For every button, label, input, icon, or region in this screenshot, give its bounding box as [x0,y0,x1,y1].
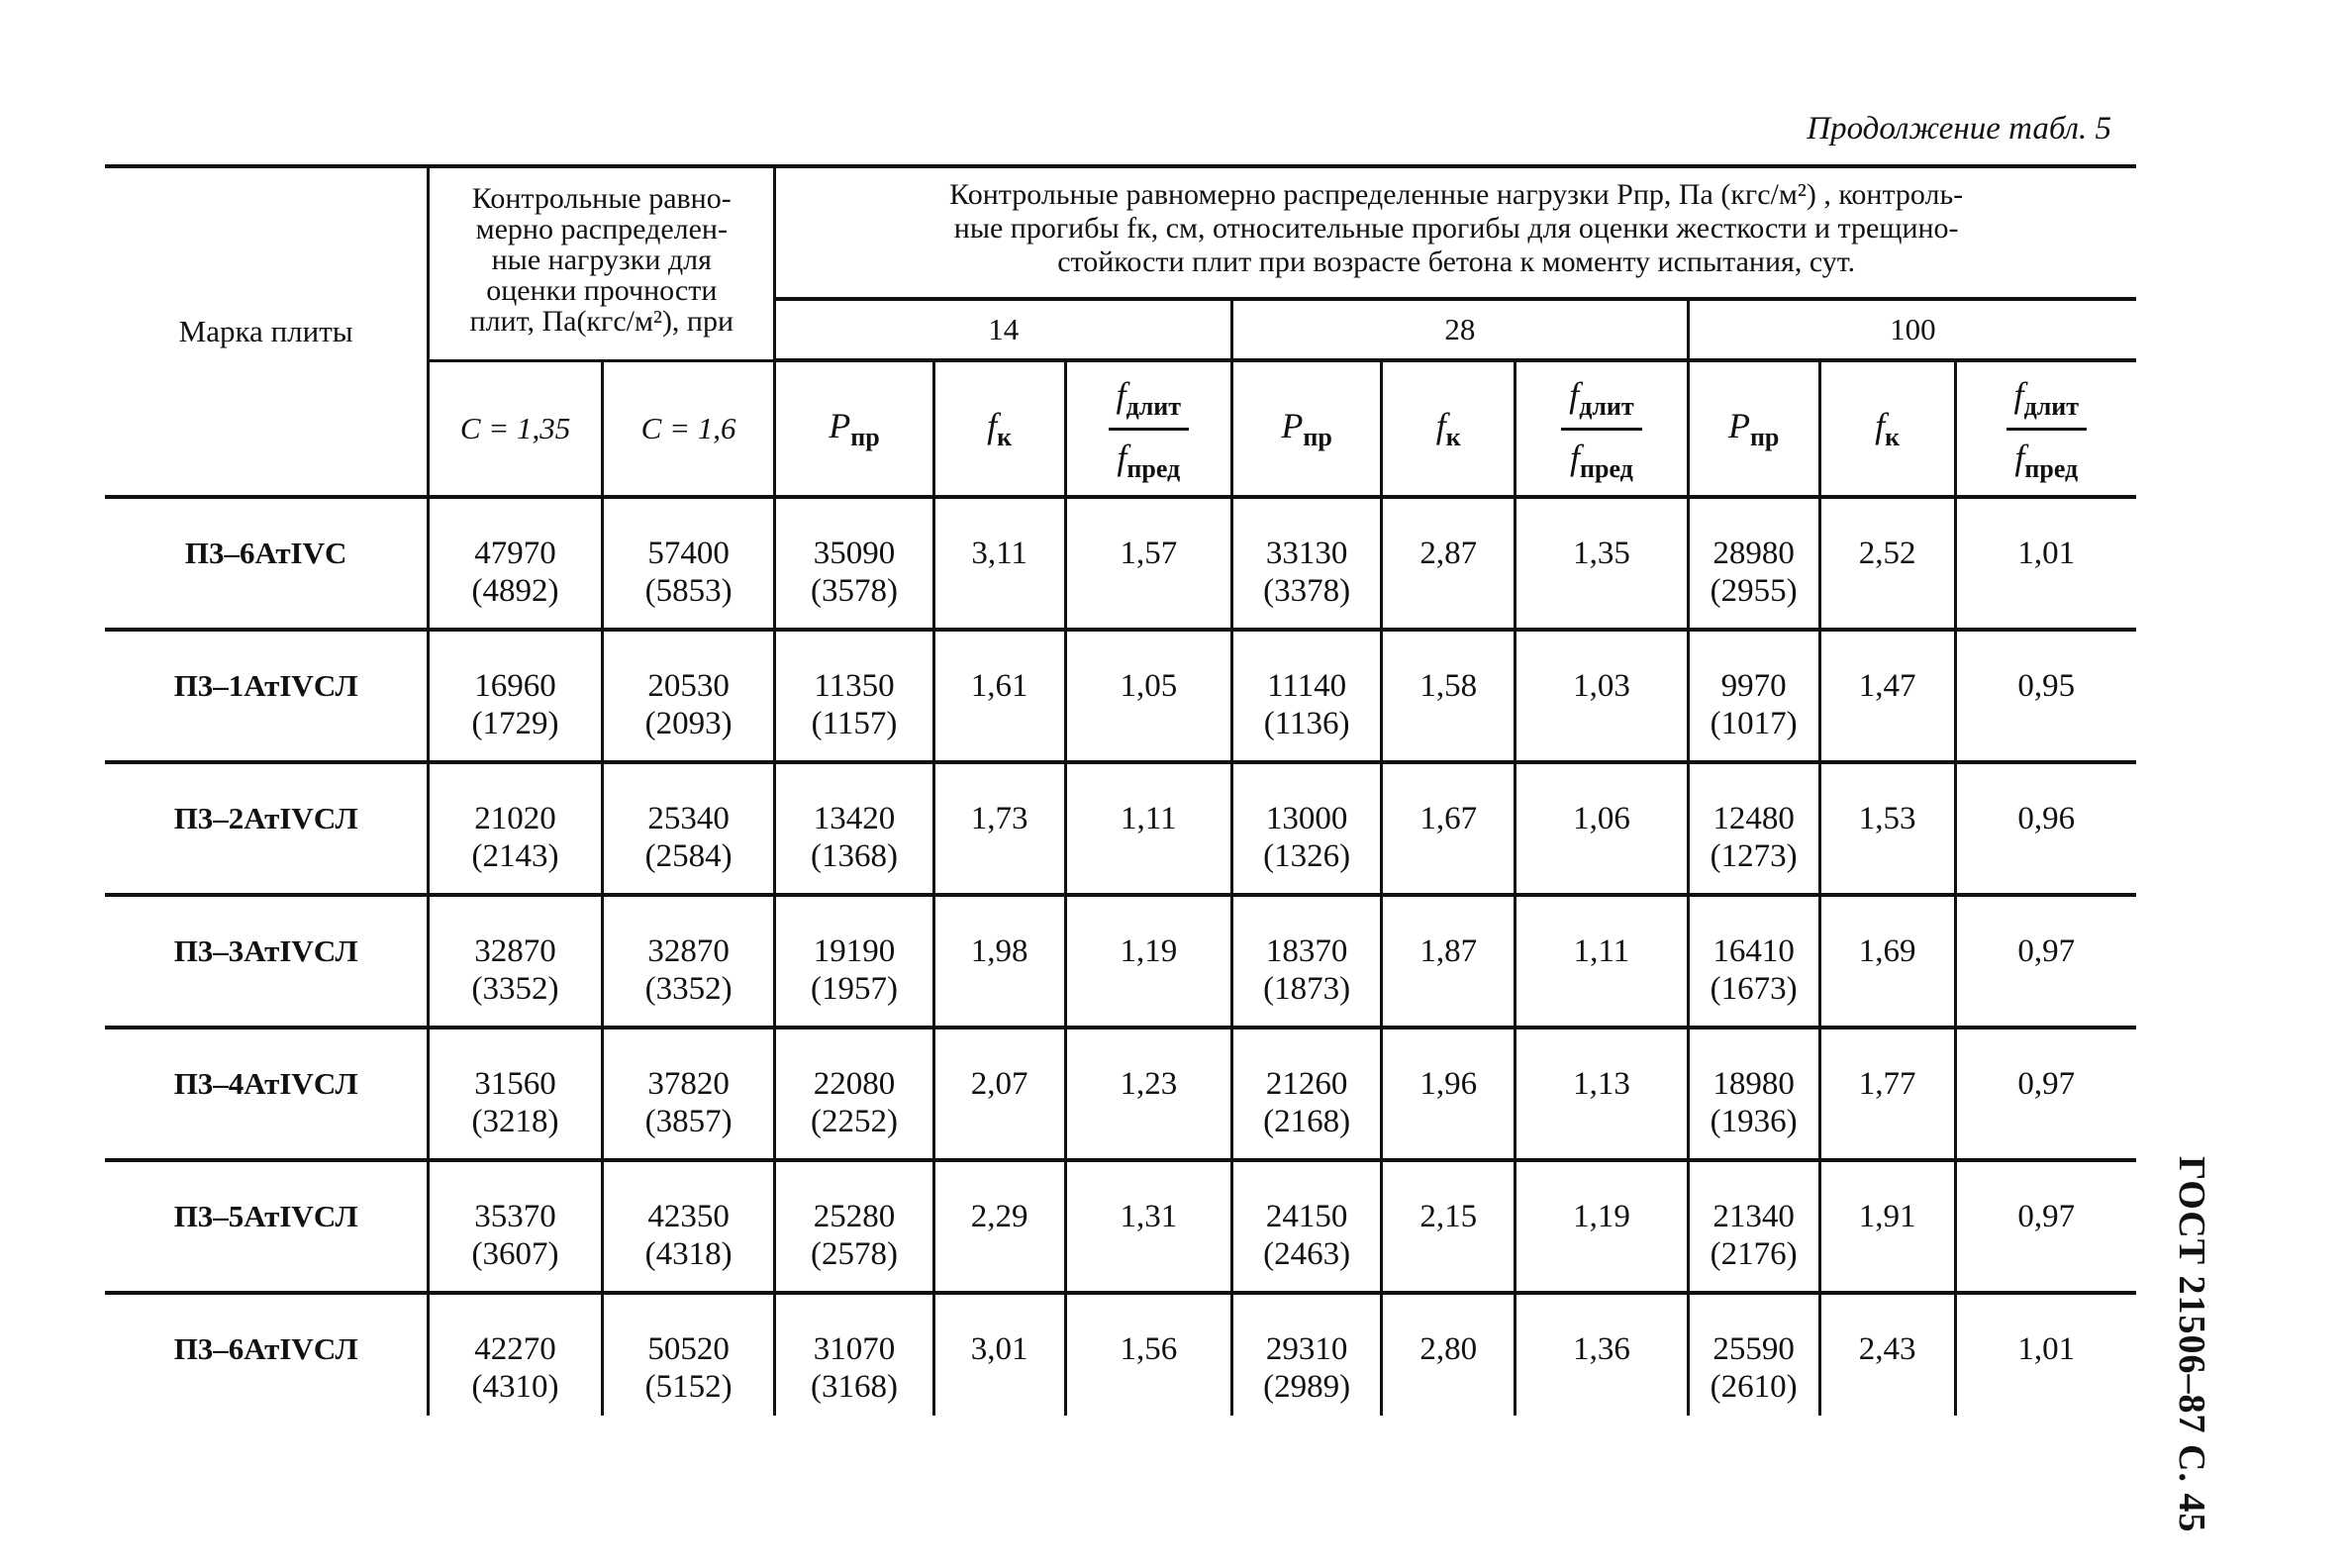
value-kgf: (2584) [644,838,733,874]
value-kgf: (1873) [1263,971,1351,1007]
load-p-14 [775,1028,933,1160]
header-stiffness-group [775,166,2136,299]
load-c16 [602,1160,775,1293]
header-stiffness-line: Контрольные равномерно распределенные нагрузки Pпр, Па (кгс/м²) , контроль- [949,178,1964,211]
p-subscript: пр [1303,423,1332,451]
load-p-14 [775,762,933,895]
value-pa: 13000 [1265,801,1348,836]
value-kgf: (3578) [811,573,898,609]
load-p-100 [1688,1028,1819,1160]
value-pa: 32870 [474,933,556,969]
header-strength-line: плит, Па(кгс/м²), при [469,304,734,338]
deflection-fk-28: 2,87 [1382,497,1516,630]
value-kgf: (2143) [471,838,559,874]
p-subscript: пр [1749,423,1780,451]
ratio-numerator [1561,374,1642,431]
deflection-fk-14: 1,61 [933,630,1065,762]
load-p-100 [1688,497,1819,630]
fk-subscript: к [997,423,1013,451]
value-pa: 33130 [1265,536,1348,571]
ratio-100: 0,95 [2017,668,2076,704]
value-kgf: (1326) [1263,838,1351,874]
load-c135 [429,1160,603,1293]
load-p-100 [1688,1160,1819,1293]
load-c135 [429,1293,603,1416]
deflection-fk-14: 1,98 [933,895,1065,1028]
ratio-numerator [1109,374,1190,431]
ratio-28: 1,19 [1516,1160,1689,1293]
value-pa: 47970 [474,536,556,571]
deflection-fk-100: 2,43 [1819,1293,1955,1416]
table-row [105,630,2136,762]
value-pa: 35370 [474,1199,556,1234]
plate-mark: П3–5АтIVСЛ [105,1160,429,1293]
table-row [105,1028,2136,1160]
fpred-symbol: f [1117,437,1127,477]
value-kgf: (1273) [1710,838,1798,874]
value-pa: 31560 [474,1066,556,1102]
p-symbol: P [829,406,851,445]
value-kgf: (2176) [1710,1236,1798,1272]
table-row [105,895,2136,1028]
value-pa: 57400 [647,536,730,571]
header-strength-line: ные нагрузки для [491,243,712,276]
ratio-14: 1,05 [1065,630,1231,762]
load-c16 [602,1028,775,1160]
load-p-28 [1232,1160,1382,1293]
value-kgf: (1936) [1710,1104,1798,1139]
deflection-fk-28: 1,67 [1382,762,1516,895]
ratio-14: 1,23 [1065,1028,1231,1160]
value-pa: 31070 [813,1331,896,1367]
ratio-28: 1,36 [1516,1293,1689,1416]
value-kgf: (4892) [471,573,559,609]
value-kgf: (2578) [811,1236,898,1272]
header-c135: C = 1,35 [429,360,603,497]
ratio-denominator [2006,431,2088,484]
plate-mark: П3–6АтIVСЛ [105,1293,429,1416]
header-ratio-14 [1065,360,1231,497]
ratio-100: 0,96 [2017,801,2076,836]
header-strength-line: мерно распределен- [475,212,728,245]
deflection-fk-14: 3,11 [933,497,1065,630]
value-pa: 16960 [474,668,556,704]
fpred-symbol: f [2014,437,2025,477]
ratio-28: 1,06 [1516,762,1689,895]
value-kgf: (1729) [471,706,559,741]
header-stiffness-line: стойкости плит при возрасте бетона к моменту испытания, сут. [1057,245,1856,278]
value-kgf: (5853) [644,573,733,609]
load-c16 [602,630,775,762]
ratio-100: 0,97 [2017,1199,2076,1234]
load-table [105,164,2136,1416]
header-c16: C = 1,6 [602,360,775,497]
ratio-denominator [1561,431,1642,484]
load-p-14 [775,630,933,762]
value-kgf: (1136) [1263,706,1350,741]
load-c135 [429,630,603,762]
load-c135 [429,762,603,895]
load-c135 [429,895,603,1028]
value-pa: 35090 [813,536,896,571]
header-fk-28 [1382,360,1516,497]
value-pa: 28980 [1712,536,1795,571]
value-kgf: (2955) [1710,573,1798,609]
header-age-28: 28 [1232,299,1689,360]
ratio-fraction [1561,374,1642,484]
table-body [105,497,2136,1416]
deflection-fk-100: 1,69 [1819,895,1955,1028]
ratio-numerator [2006,374,2088,431]
load-p-14 [775,497,933,630]
plate-mark: П3–3АтIVСЛ [105,895,429,1028]
deflection-fk-14: 1,73 [933,762,1065,895]
fk-symbol: f [1435,406,1446,445]
value-kgf: (3352) [471,971,559,1007]
fk-symbol: f [1875,406,1886,445]
load-p-14 [775,1160,933,1293]
p-subscript: пр [850,423,880,451]
table-row [105,1293,2136,1416]
header-strength-group [429,166,775,360]
deflection-fk-14: 2,07 [933,1028,1065,1160]
value-kgf: (2610) [1710,1369,1798,1405]
ratio-100: 1,01 [2017,1331,2076,1367]
value-kgf: (1157) [811,706,898,741]
value-pa: 19190 [813,933,896,969]
header-strength-line: Контрольные равно- [471,181,732,215]
value-pa: 37820 [647,1066,730,1102]
ratio-14: 1,31 [1065,1160,1231,1293]
fpred-symbol: f [1570,437,1581,477]
value-kgf: (3857) [644,1104,733,1139]
load-c135 [429,497,603,630]
load-p-14 [775,1293,933,1416]
value-pa: 9970 [1720,668,1787,704]
header-fk-14 [933,360,1065,497]
load-p-100 [1688,1293,1819,1416]
ratio-28: 1,03 [1516,630,1689,762]
value-kgf: (4310) [471,1369,559,1405]
value-kgf: (2093) [644,706,733,741]
load-p-28 [1232,1028,1382,1160]
value-kgf: (1017) [1710,706,1798,741]
fk-subscript: к [1445,423,1461,451]
header-age-100: 100 [1688,299,2136,360]
load-c16 [602,497,775,630]
header-strength-line: оценки прочности [486,273,718,307]
ratio-28: 1,13 [1516,1028,1689,1160]
load-p-100 [1688,895,1819,1028]
fpred-subscript: пред [2024,453,2079,483]
value-pa: 29310 [1265,1331,1348,1367]
value-pa: 16410 [1712,933,1795,969]
value-pa: 13420 [813,801,896,836]
load-c135 [429,1028,603,1160]
deflection-fk-100: 2,52 [1819,497,1955,630]
table-caption: Продолжение табл. 5 [1807,111,2111,147]
deflection-fk-14: 2,29 [933,1160,1065,1293]
deflection-fk-28: 1,58 [1382,630,1516,762]
table-row [105,497,2136,630]
fdlit-subscript: длит [1579,391,1634,421]
table-row [105,762,2136,895]
header-mark: Марка плиты [105,166,429,497]
value-pa: 21020 [474,801,556,836]
header-p-14 [775,360,933,497]
value-kgf: (2989) [1263,1369,1351,1405]
value-pa: 50520 [647,1331,730,1367]
fdlit-symbol: f [1116,374,1126,415]
ratio-28: 1,35 [1516,497,1689,630]
value-pa: 12480 [1712,801,1795,836]
value-pa: 18980 [1712,1066,1795,1102]
value-pa: 11140 [1267,668,1347,704]
ratio-14: 1,57 [1065,497,1231,630]
fpred-subscript: пред [1580,453,1633,483]
ratio-100: 0,97 [2017,1066,2076,1102]
ratio-100: 1,01 [2017,536,2076,571]
value-pa: 25590 [1712,1331,1795,1367]
value-pa: 22080 [813,1066,896,1102]
deflection-fk-100: 1,47 [1819,630,1955,762]
value-kgf: (1673) [1710,971,1798,1007]
deflection-fk-100: 1,91 [1819,1160,1955,1293]
plate-mark: П3–6АтIVC [105,497,429,630]
ratio-100: 0,97 [2017,933,2076,969]
value-kgf: (1368) [811,838,898,874]
load-p-100 [1688,762,1819,895]
table-row [105,1160,2136,1293]
header-ratio-28 [1516,360,1689,497]
header-p-100 [1688,360,1819,497]
ratio-fraction [2006,374,2088,484]
deflection-fk-28: 2,15 [1382,1160,1516,1293]
fdlit-symbol: f [1569,374,1580,415]
deflection-fk-100: 1,77 [1819,1028,1955,1160]
value-kgf: (3168) [811,1369,898,1405]
load-c16 [602,1293,775,1416]
load-p-28 [1232,630,1382,762]
header-stiffness-line: ные прогибы fк, см, относительные прогибы для оценки жесткости и трещино- [953,212,1959,245]
plate-mark: П3–4АтIVСЛ [105,1028,429,1160]
ratio-14: 1,56 [1065,1293,1231,1416]
ratio-fraction [1109,374,1190,484]
load-p-28 [1232,762,1382,895]
fk-symbol: f [987,406,998,445]
value-pa: 24150 [1265,1199,1348,1234]
value-pa: 11350 [814,668,895,704]
value-kgf: (3378) [1263,573,1351,609]
value-pa: 21260 [1265,1066,1348,1102]
value-pa: 42350 [647,1199,730,1234]
value-pa: 18370 [1265,933,1348,969]
load-p-28 [1232,497,1382,630]
fdlit-symbol: f [2013,374,2024,415]
ratio-14: 1,11 [1065,762,1231,895]
value-kgf: (2463) [1263,1236,1351,1272]
header-p-28 [1232,360,1382,497]
value-pa: 25340 [647,801,730,836]
fdlit-subscript: длит [2023,391,2080,421]
load-p-100 [1688,630,1819,762]
deflection-fk-28: 1,87 [1382,895,1516,1028]
value-kgf: (5152) [644,1369,733,1405]
header-ratio-100 [1955,360,2136,497]
load-p-14 [775,895,933,1028]
value-pa: 32870 [647,933,730,969]
load-c16 [602,895,775,1028]
value-pa: 25280 [813,1199,896,1234]
value-kgf: (3218) [471,1104,559,1139]
load-p-28 [1232,1293,1382,1416]
document-page-label: ГОСТ 21506–87 С. 45 [2171,1156,2212,1533]
header-fk-100 [1819,360,1955,497]
deflection-fk-28: 2,80 [1382,1293,1516,1416]
ratio-28: 1,11 [1516,895,1689,1028]
ratio-denominator [1109,431,1190,484]
p-symbol: P [1727,406,1750,445]
value-kgf: (1957) [811,971,898,1007]
value-kgf: (4318) [644,1236,733,1272]
load-c16 [602,762,775,895]
value-kgf: (3352) [644,971,733,1007]
load-p-28 [1232,895,1382,1028]
deflection-fk-14: 3,01 [933,1293,1065,1416]
value-pa: 42270 [474,1331,556,1367]
fk-subscript: к [1885,423,1901,451]
deflection-fk-28: 1,96 [1382,1028,1516,1160]
plate-mark: П3–1АтIVСЛ [105,630,429,762]
plate-mark: П3–2АтIVСЛ [105,762,429,895]
ratio-14: 1,19 [1065,895,1231,1028]
deflection-fk-100: 1,53 [1819,762,1955,895]
header-age-14: 14 [775,299,1232,360]
value-pa: 20530 [647,668,730,704]
value-kgf: (2168) [1263,1104,1351,1139]
fdlit-subscript: длит [1125,391,1182,421]
value-pa: 21340 [1712,1199,1795,1234]
value-kgf: (3607) [471,1236,559,1272]
fpred-subscript: пред [1126,453,1181,483]
value-kgf: (2252) [811,1104,898,1139]
p-symbol: P [1281,406,1304,445]
